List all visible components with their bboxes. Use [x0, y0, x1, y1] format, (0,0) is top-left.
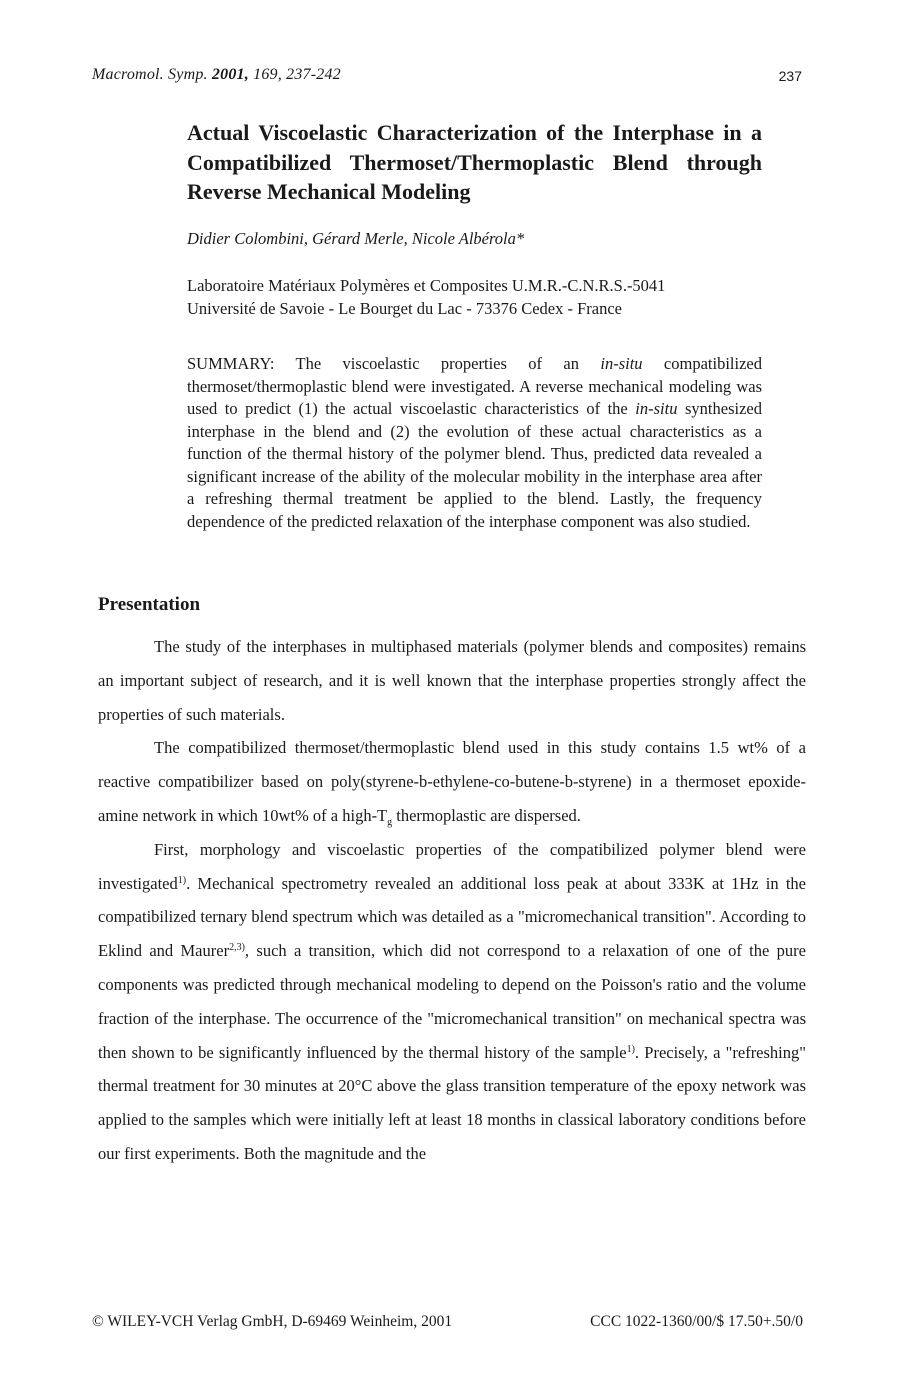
author-list: Didier Colombini, Gérard Merle, Nicole Albérola*: [187, 229, 525, 248]
journal-name: Macromol. Symp.: [92, 66, 208, 83]
summary-italic-2: in-situ: [635, 399, 678, 418]
summary-text-3: synthesized interphase in the blend and (2) the evolution of these actual characteristics as a function of the thermal history of the polymer blend. Thus, predicted data revealed a significant increase of the ability of the molecular mobility in the interphase area after a refreshing thermal treatment be applied to the blend. Lastly, the frequency dependence of the predicted relaxation of the interphase component was also studied.: [187, 399, 762, 531]
affiliation: [187, 275, 665, 320]
journal-citation: [92, 66, 341, 84]
paragraph-3-text-b: . Mechanical spectrometry revealed an additional loss peak at about 333K at 1Hz in the compatibilized ternary blend spectrum which was detailed as a "micromechanical transition". According to Eklind and Maurer: [98, 873, 806, 961]
section-heading: Presentation: [98, 594, 201, 615]
summary-text-1: SUMMARY: The viscoelastic properties of an: [187, 354, 601, 373]
section-body: [98, 630, 806, 1171]
paragraph-3-text-c: , such a transition, which did not correspond to a relaxation of one of the pure components was predicted through mechanical modeling to depend on the Poisson's ratio and the volume fraction of the interphase. The occurrence of the "micromechanical transition" on mechanical spectra was then shown to be significantly influenced by the thermal history of the sample: [98, 941, 806, 1062]
paper-title: Actual Viscoelastic Characterization of the Interphase in a Compatibilized Thermoset/Thermoplastic Blend through Reverse Mechanical Modeling: [187, 120, 762, 204]
page-number: 237: [778, 68, 802, 84]
paragraph-3-text-d: . Precisely, a "refreshing" thermal treatment for 30 minutes at 20°C above the glass transition temperature of the epoxy network was applied to the samples which were initially left at least 18 months in classical laboratory conditions before our first experiments. Both the magnitude and the: [98, 1042, 806, 1163]
body-paragraph-3: [98, 833, 806, 1171]
body-paragraph-1: The study of the interphases in multiphased materials (polymer blends and composites) remains an important subject of research, and it is well known that the interphase properties strongly affect the properties of such materials.: [98, 637, 806, 724]
summary-italic-1: in-situ: [600, 354, 643, 373]
reference-superscript: 2,3): [229, 942, 245, 954]
journal-volume-pages: 169, 237-242: [253, 66, 341, 83]
summary-text-2: compatibilized thermoset/thermoplastic blend were investigated. A reverse mechanical modeling was used to predict (1) the actual viscoelastic characteristics of the: [187, 354, 762, 418]
ccc-code-footer: CCC 1022-1360/00/$ 17.50+.50/0: [590, 1313, 803, 1330]
paragraph-2-text-a: The compatibilized thermoset/thermoplastic blend used in this study contains 1.5 wt% of a reactive compatibilizer based on poly(styrene-b-ethylene-co-butene-b-styrene) in a thermoset epoxide-amine network in which 10wt% of a high-T: [98, 738, 806, 825]
body-paragraph-2: [98, 731, 806, 832]
copyright-footer: © WILEY-VCH Verlag GmbH, D-69469 Weinheim, 2001: [92, 1313, 453, 1330]
affiliation-line-2: Université de Savoie - Le Bourget du Lac - 73376 Cedex - France: [187, 298, 622, 318]
reference-superscript: 1): [177, 874, 187, 886]
subscript-g: g: [387, 816, 393, 828]
journal-year: 2001,: [211, 66, 249, 83]
paragraph-3-text-a: First, morphology and viscoelastic properties of the compatibilized polymer blend were investigated: [98, 839, 806, 893]
paragraph-2-text-b: thermoplastic are dispersed.: [392, 805, 581, 825]
abstract-summary: [187, 353, 762, 533]
affiliation-line-1: Laboratoire Matériaux Polymères et Composites U.M.R.-C.N.R.S.-5041: [187, 276, 666, 295]
reference-superscript: 1): [626, 1043, 635, 1055]
